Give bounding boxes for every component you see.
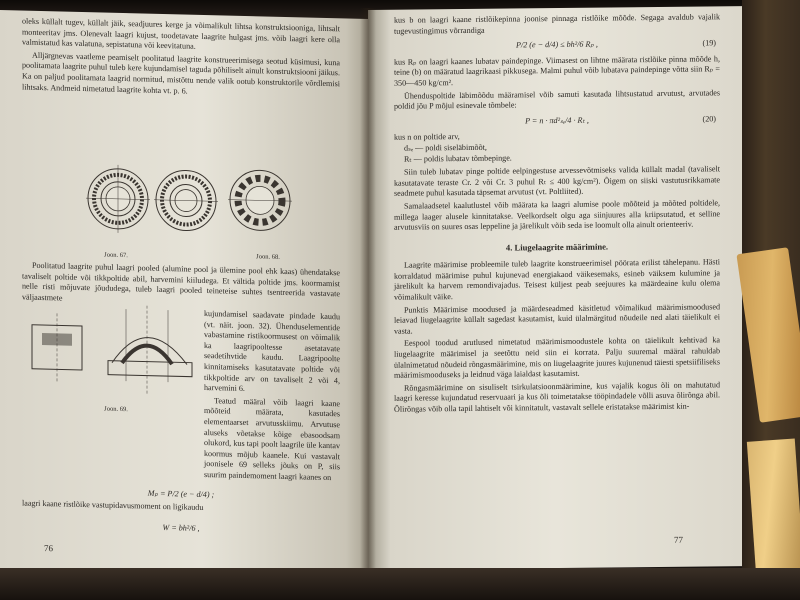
right-page-number: 77 bbox=[674, 534, 683, 545]
left-para-3b bbox=[204, 309, 340, 486]
right-formula-1 bbox=[394, 39, 720, 53]
figure-67-drawing bbox=[86, 164, 150, 234]
left-formula-1: Mₚ = P/2 (e − d/4) ; bbox=[147, 488, 215, 500]
left-top-paragraph: oleks küllalt tugev, küllalt jäik, seadjuures kerge ja võimalikult lihtsa konstruktsiooniga, lihtsalt monteeritav jms. Olenevalt laagri kujust, toodetavate laagrite hulgast jms. võib laagri kere olla valmistatud kas valatuna, sepistatuna või keevitatuna. bbox=[22, 16, 340, 51]
left-paragraph-3b: kujundamisel saadavate pindade kaudu (vt. näit. joon. 32). Ühenduselementide vabastamine ristikoormusest on võimalik ka laagripooltesse asetatavate seadetihvtide kaudu. Laagripoolte kinnitamiseks kasutatavate poltide või tikkpoltide arv on tavaliselt 2 või 4, harvemini 6. bbox=[204, 308, 340, 394]
where-line: dₛₑ — poldi siseläbimõõt, bbox=[404, 142, 487, 153]
where-line: kus n on poltide arv, bbox=[394, 132, 460, 143]
right-paragraph-6: Laagrite määrimise probleemile tuleb laagrite konstrueerimisel pöörata erilist tähelepanu. Hästi korraldatud määrimise puhul kujunevad energiakaod väikesemaks, esineb väiksem kulumine ja järelikult ka harvem remondivajadus. Teisest küljest peab seejuures ka määrdeaine kulu olema võimalikult väike. bbox=[394, 257, 720, 302]
left-page-number: 76 bbox=[44, 543, 53, 554]
figure-68-right-drawing bbox=[228, 170, 292, 232]
right-formula-1-expression: P/2 (e − d/4) ≤ bh²/6 Rₚ , bbox=[516, 39, 598, 50]
right-top-paragraph: kus b on laagri kaane ristlõikepinna joonise pinnaga ristlõike mõõde. Segaga avaldub vajalik tugevustingimus võrrandiga bbox=[394, 12, 720, 36]
right-paragraph-9: Rõngasmäärimine on sisuliselt tsirkulatsioonmäärimine, kus vajalik kogus õli on mahutatud laagri keresse kujundatud reservuaari ja kus õli toimetatakse tööpindadele võlli asuva õlirõnga abil. Õlirõngas võib olla tapil lahtiselt või kinnitatult, vastavalt sellele eristatakse määrimist kin- bbox=[394, 380, 720, 414]
equation-number-20: (20) bbox=[702, 114, 716, 124]
figure-68-left-drawing bbox=[154, 170, 218, 232]
where-line: Rₜ — poldis lubatav tõmbepinge. bbox=[404, 153, 512, 164]
left-paragraph-4: Teatud määral võib laagri kaane mõõteid määrata, kasutades elementaarset arvutusskiimu. Arvutuse aluseks võetakse kõige ebasoodsam olukord, kus tapi poolt laagrile üle kantav koormus mõjub kaanele. Kui vastavalt joonisele 69 selleks jõuks on P, siis suurim paindemoment laagri kaanes on bbox=[204, 395, 340, 483]
right-paragraph-8: Eespool toodud arutlused nimetatud määrimismoodustele kohta on täielikult kehtivad ka liugelaagrite määrimisel ja seetõttu neid siin ei korrata. Palju suuremal määral rahuldab ülalnimetatud nõudeid rõngasmäärimine, mis on liugelaagrite juures kujunenud täiesti spetsiifiliseks määrimismooduseks ja leidnud väga laialdast kasutamist. bbox=[394, 335, 720, 380]
bottom-shadow bbox=[0, 568, 800, 600]
right-paragraph-3: Ühenduspoltide läbimõõdu määramisel võib samuti kasutada lihtsustatud arvutust, arvutades poldid jõu P mõjul esinevale tõmbele: bbox=[394, 87, 720, 111]
left-paragraph-5: laagri kaane ristlõike vastupidavusmoment on ligikaudu bbox=[22, 498, 204, 512]
where-list bbox=[394, 130, 720, 165]
left-formula-2: W = bh²/6 , bbox=[162, 522, 200, 533]
figure-67-caption: Joon. 67. bbox=[104, 251, 128, 260]
left-paragraph-3: Poolitatud laagrite puhul laagri pooled (alumine pool ja ülemine pool ehk kaas) ühendatakse tavaliselt poltide või tikkpoltide abil, harvemini kiiludega. Et vältida poltide jms. koormamist nelle risti mõjuvate jõududega, tuleb laagri pooled teineteise suhtes tsentreerida vastavate väljaastmete bbox=[22, 260, 340, 303]
right-formula-2 bbox=[394, 114, 720, 128]
figure-69-drawing bbox=[22, 303, 202, 403]
right-paragraph-2: kus Rₚ on laagri kaanes lubatav paindepinge. Viimasest on lihtne määrata ristlõike pinna mõõde h, teine (b) on määratud laagrikaasi pikkusega. Malmi puhul võib lubatava paindepinge võtta siin Rₚ = 350—450 kg/cm². bbox=[394, 54, 720, 88]
figures-67-68 bbox=[78, 160, 308, 256]
left-page bbox=[0, 10, 368, 579]
right-paragraph-5: Samalaadsetel kaalutlustel võib määrata ka laagri alumise poole mõõteid ja mõõted poltidele, millega laager alusele kinnitatakse. Veelkordselt olgu aga siinjuures alla kriipsutatud, et selline arvutusviis on suures osas leppeline ja järelikult võib seda ise loomult olla ainult orienteeriv. bbox=[394, 198, 720, 232]
figure-69-caption: Joon. 69. bbox=[104, 405, 128, 414]
right-paragraph-7: Punktis Määrimise moodused ja määrdeseadmed käsitletud võimalikud määrimismoodused leiavad liugelaagrite küllalt sagedast kasutamist, kuid ülalmärgitud nõudeile ned alati täielikult ei vasta. bbox=[394, 301, 720, 336]
left-paragraph-2: Alljärgnevas vaatleme peamiselt poolitatud laagrite konstrueerimisega seotud küsimusi, kuna poolitamata laagrite puhul tuleb kere kujundamisel taguda põhiliselt ainult konstruktsiooni jäikus. Ka on paljud poolitamata laagrid normitud, mistõttu nende valik ootub konstruktorile võrdlemisi lihtsaks. Andmeid nimetatud laagrite kohta vt. p. 6. bbox=[22, 50, 340, 96]
section-heading: 4. Liugelaagrite määrimine. bbox=[505, 241, 609, 253]
figure-68-caption: Joon. 68. bbox=[256, 253, 280, 261]
book-gutter bbox=[360, 8, 376, 578]
equation-number-19: (19) bbox=[702, 38, 716, 48]
left-top-text bbox=[22, 17, 340, 103]
right-text-column bbox=[394, 12, 720, 417]
right-page bbox=[368, 6, 742, 570]
right-formula-2-expression: P = n · πd²ₛₑ/4 · Rₜ , bbox=[525, 115, 589, 126]
right-paragraph-4: Siin tuleb lubatav pinge poltide eelpingestuse arvessevõtmiseks valida küllalt madal (tavaliselt kasutatavate teraste Cr. 2 või Cr. 3 puhul Rₜ ≤ 400 kg/cm²). Õigem on siiski vastutusrikkamate seadmete puhul kasutada täpsemat arvutust (vt. Poltliited). bbox=[394, 164, 720, 199]
